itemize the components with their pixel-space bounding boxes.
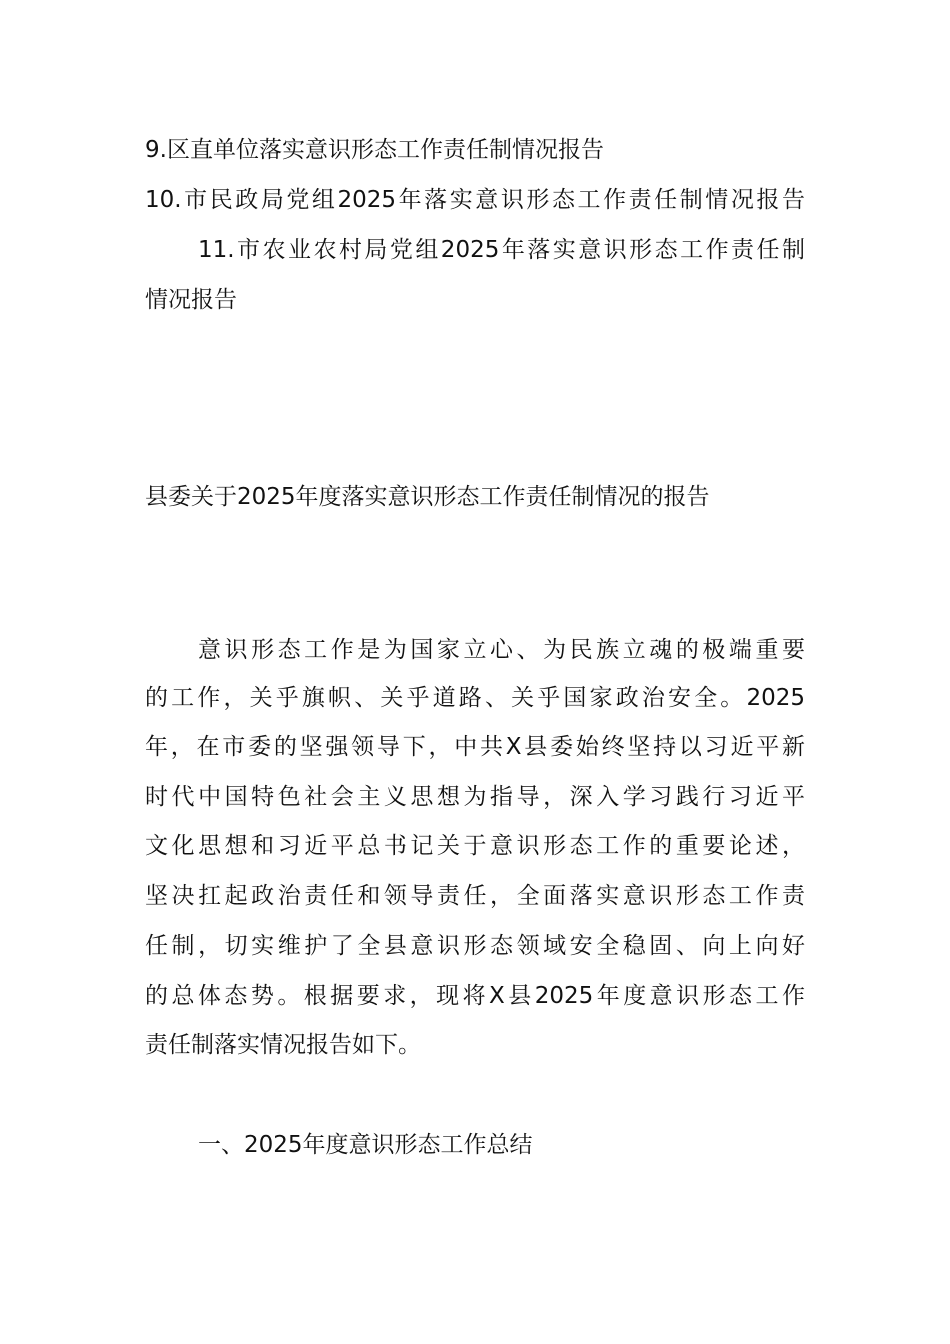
paragraph-line: 责任制落实情况报告如下。 — [145, 1032, 421, 1058]
paragraph-line: 文化思想和习近平总书记关于意识形态工作的重要论述， — [145, 833, 805, 859]
paragraph-line: 意识形态工作是为国家立心、为民族立魂的极端重要 — [198, 637, 805, 663]
paragraph-line: 坚决扛起政治责任和领导责任，全面落实意识形态工作责 — [145, 883, 805, 909]
document-title: 县委关于2025年度落实意识形态工作责任制情况的报告 — [145, 484, 710, 510]
toc-item-11-cont: 情况报告 — [145, 287, 237, 313]
toc-item-11: 11.市农业农村局党组2025年落实意识形态工作责任制 — [198, 237, 805, 263]
toc-item-10: 10.市民政局党组2025年落实意识形态工作责任制情况报告 — [145, 187, 805, 213]
toc-item-9: 9.区直单位落实意识形态工作责任制情况报告 — [145, 137, 604, 163]
section-heading: 一、2025年度意识形态工作总结 — [198, 1132, 533, 1158]
paragraph-line: 年，在市委的坚强领导下，中共X县委始终坚持以习近平新 — [145, 734, 805, 760]
paragraph-line: 的工作，关乎旗帜、关乎道路、关乎国家政治安全。2025 — [145, 685, 805, 711]
paragraph-line: 时代中国特色社会主义思想为指导，深入学习践行习近平 — [145, 784, 805, 810]
paragraph-line: 任制，切实维护了全县意识形态领域安全稳固、向上向好 — [145, 933, 805, 959]
paragraph-line: 的总体态势。根据要求，现将X县2025年度意识形态工作 — [145, 983, 805, 1009]
